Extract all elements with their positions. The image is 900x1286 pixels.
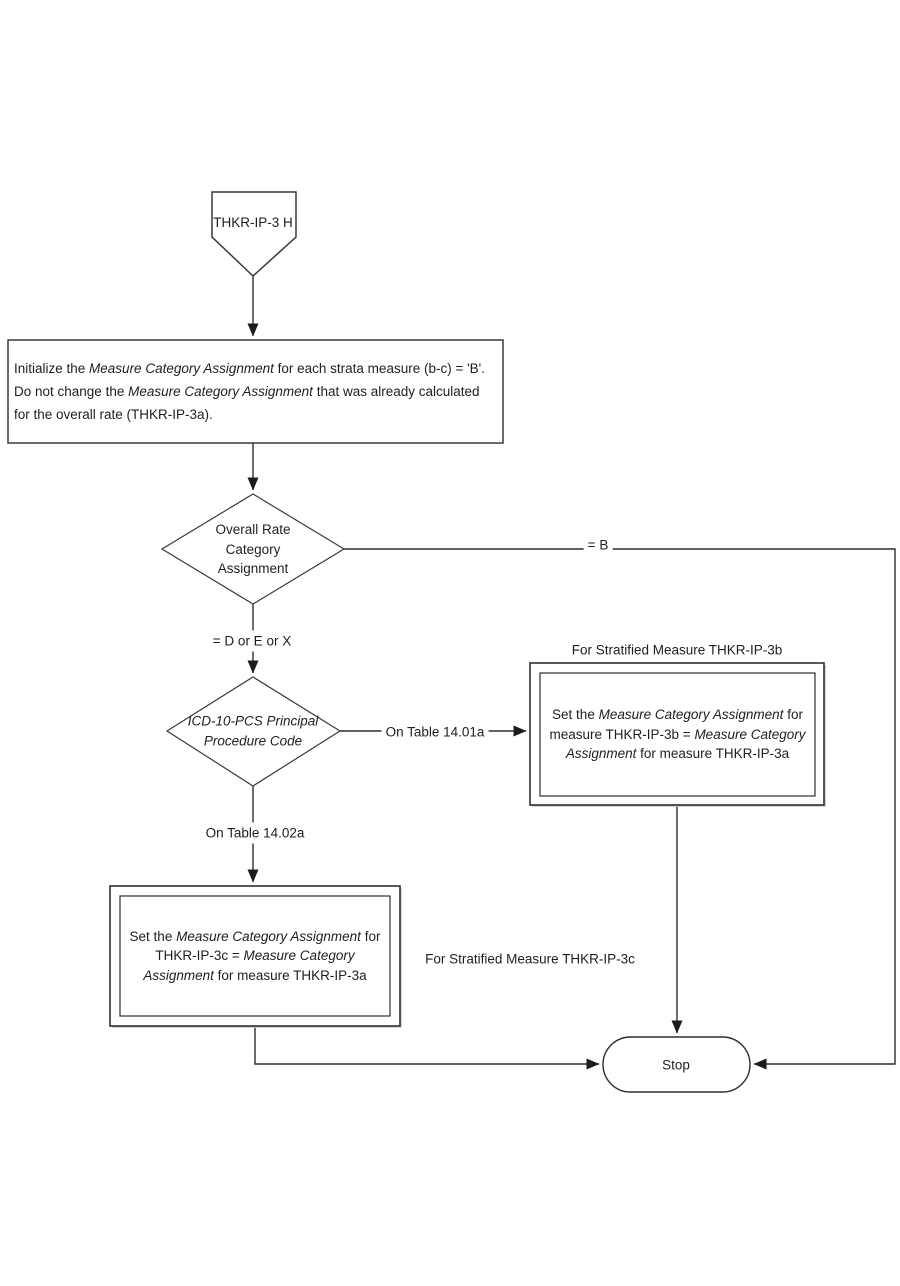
init-text-seg: Initialize the [14, 361, 90, 376]
box3b [540, 673, 815, 796]
decision-overall-label: Overall Rate Category Assignment [215, 521, 291, 576]
box3b-text-seg-italic: Measure Category Assignment [565, 726, 806, 762]
box3c-text-seg-italic: Measure Category Assignment [143, 948, 355, 983]
box3b-text [540, 705, 815, 764]
box3b-text-seg: for measure THKR-IP-3a [636, 746, 790, 762]
edge-label-on-table-1402a: On Table 14.02a [202, 823, 309, 844]
edge-label-on-table-1401a: On Table 14.01a [382, 722, 489, 743]
box3c-text-seg: Set the [129, 928, 177, 944]
box3b-text-seg-italic: Measure Category Assignment [598, 707, 784, 723]
offpage-connector-shape [212, 192, 296, 276]
edge-label-equals-dex: = D or E or X [209, 631, 295, 652]
init-text-seg: for each strata measure (b-c) = 'B'. Do not change the [14, 361, 485, 399]
stop-label: Stop [662, 1057, 690, 1073]
decision-icd-label: ICD-10-PCS Principal Procedure Code [187, 713, 319, 748]
connector-box3c-to-stop [255, 1026, 599, 1064]
init-box [8, 340, 503, 443]
box3b-text-seg: for measure THKR-IP-3b = [549, 707, 803, 742]
box3b-text-seg: Set the [552, 707, 599, 723]
offpage-connector-label: THKR-IP-3 H [213, 215, 293, 230]
init-box-text [8, 357, 503, 426]
box3c-text [120, 927, 390, 986]
init-text-seg: that was already calculated for the overall rate (THKR-IP-3a). [14, 384, 480, 422]
edge-label-equals-b: = B [584, 535, 613, 556]
box3c-text-seg: for THKR-IP-3c = [155, 928, 381, 964]
box3c [120, 896, 390, 1016]
box3c-text-seg-italic: Measure Category Assignment [176, 928, 361, 944]
box3c-text-seg: for measure THKR-IP-3a [213, 967, 367, 983]
init-text-seg-italic: Measure Category Assignment [128, 384, 313, 399]
caption-stratified-3b: For Stratified Measure THKR-IP-3b [571, 642, 783, 658]
caption-stratified-3c: For Stratified Measure THKR-IP-3c [425, 951, 635, 967]
init-text-seg-italic: Measure Category Assignment [89, 361, 274, 376]
